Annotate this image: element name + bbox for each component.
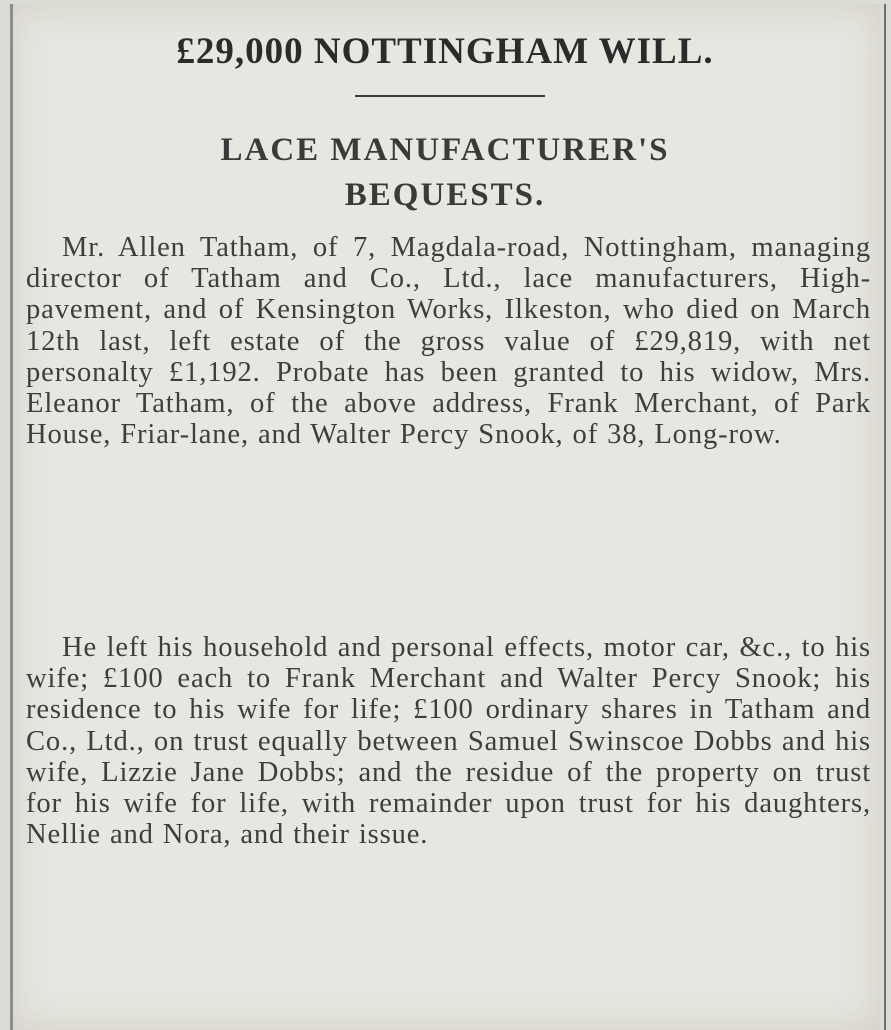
headline: £29,000 NOTTINGHAM WILL. xyxy=(176,31,714,72)
subheading-line-1: LACE MANUFACTURER'S xyxy=(220,132,670,168)
headline-divider xyxy=(355,95,545,97)
body-paragraph-1: Mr. Allen Tatham, of 7, Magdala-road, Nottingham, managing director of Tatham and Co., Ltd., lace manufacturers, High-pavement, and of Kensington Works, Ilkeston, who died on March 12th last, left estate of the gross value of £29,819, with net personalty £1,192. Probate has been granted to his widow, Mrs. Eleanor Tatham, of the above address, Frank Merchant, of Park House, Friar-lane, and Walter Percy Snook, of 38, Long-row. xyxy=(26,232,871,451)
subheading xyxy=(10,128,880,218)
body-paragraph-2: He left his household and personal effects, motor car, &c., to his wife; £100 each to Frank Merchant and Walter Percy Snook; his residence to his wife for life; £100 ordinary shares in Tatham and Co., Ltd., on trust equally between Samuel Swinscoe Dobbs and his wife, Lizzie Jane Dobbs; and the residue of the property on trust for his wife for life, with remainder upon trust for his daughters, Nellie and Nora, and their issue. xyxy=(26,632,871,851)
column-rule-right xyxy=(884,4,886,1030)
subheading-line-2: BEQUESTS. xyxy=(344,177,546,213)
newspaper-clipping xyxy=(10,4,880,1030)
